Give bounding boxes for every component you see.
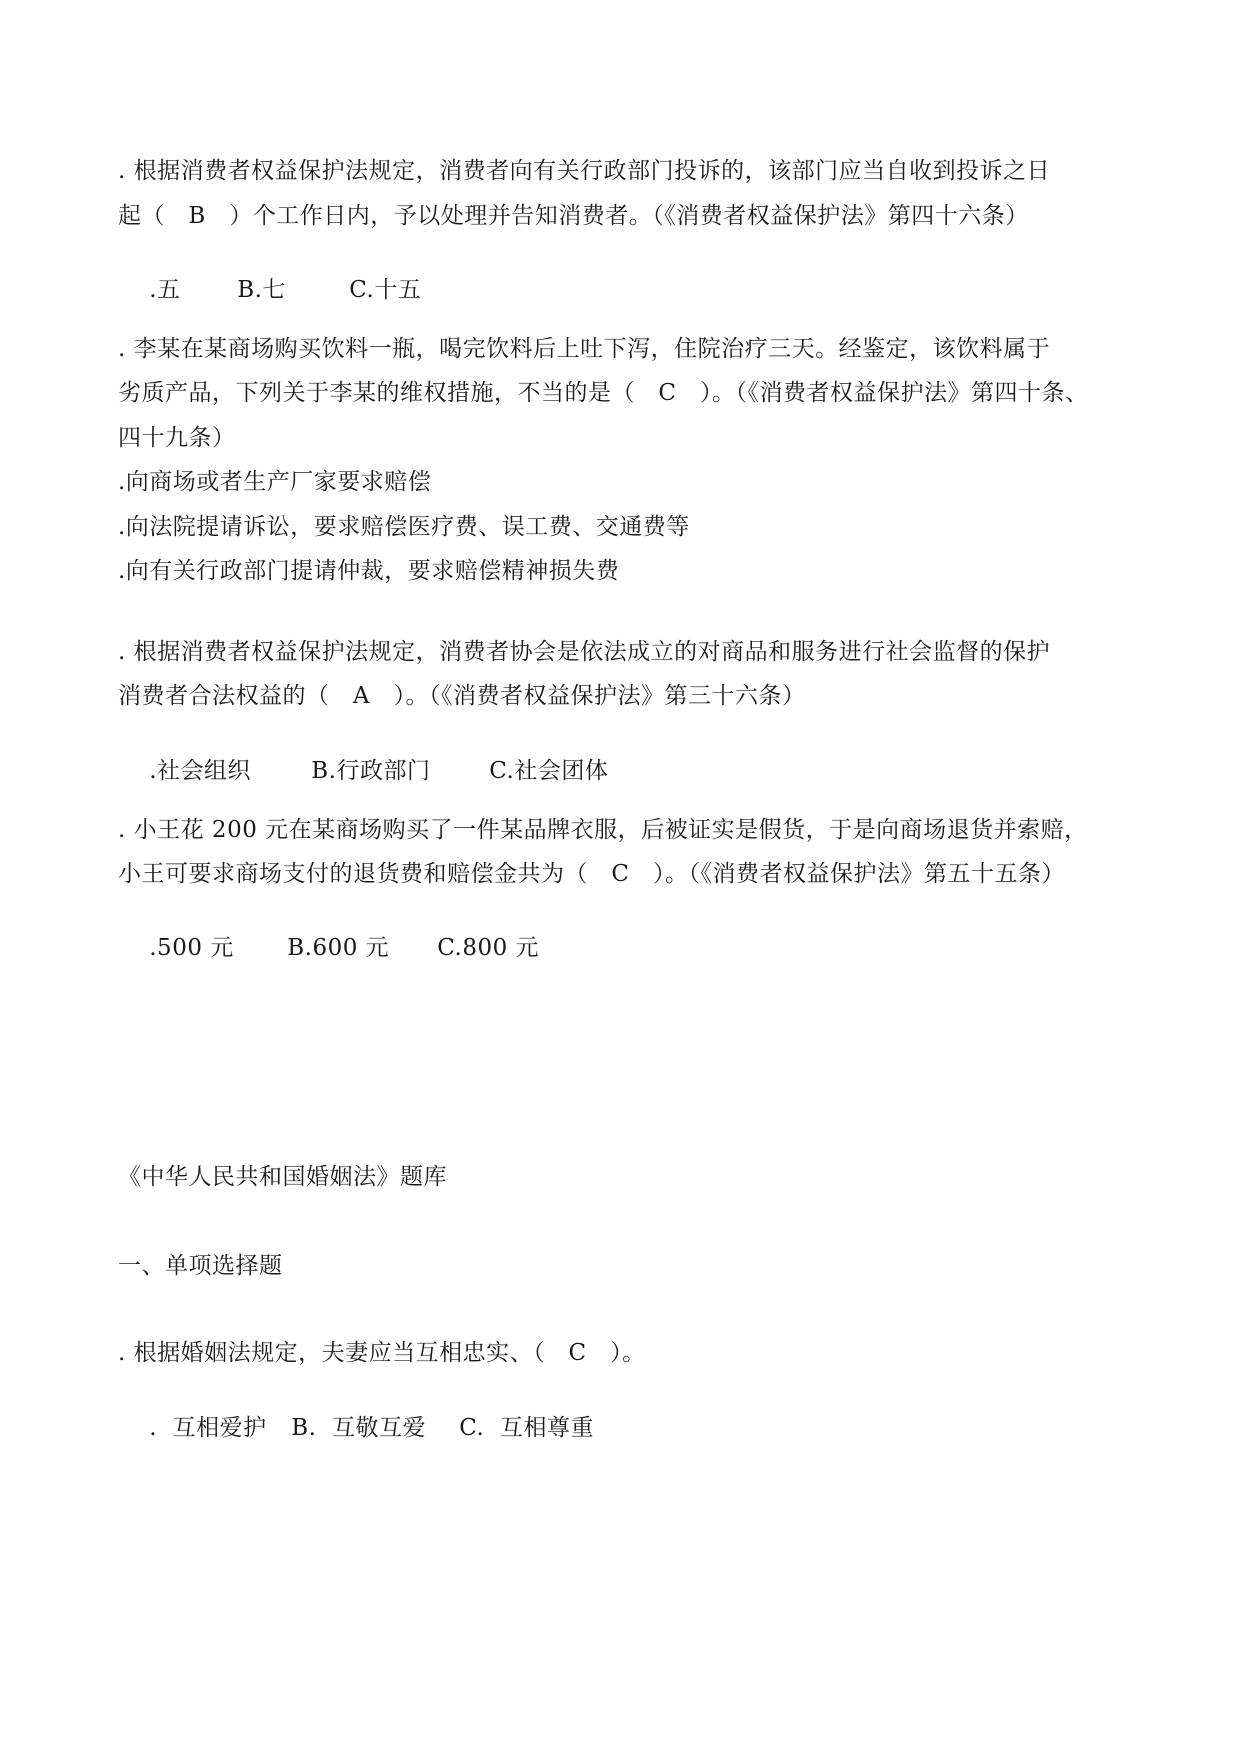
q2-text-line-3: 四十九条）	[118, 425, 236, 451]
q5-option-b: B. 互敬互爱	[291, 1415, 427, 1441]
q5-option-a: . 互相爱护	[149, 1415, 267, 1441]
q5-text-line-1: . 根据婚姻法规定，夫妻应当互相忠实、（ C ）。	[118, 1340, 646, 1366]
q4-option-c: C.800 元	[437, 935, 540, 961]
q2-option-b: .向法院提请诉讼，要求赔偿医疗费、误工费、交通费等	[118, 514, 690, 540]
q1-text-line-2: 起（ B ）个工作日内，予以处理并告知消费者。（《消费者权益保护法》第四十六条）	[118, 203, 1029, 229]
section-heading: 一、单项选择题	[118, 1253, 283, 1279]
q4-options	[118, 903, 539, 993]
q2-text-line-2: 劣质产品，下列关于李某的维权措施，不当的是（ C ）。（《消费者权益保护法》第四十条、	[118, 380, 1089, 406]
q3-option-a: .社会组织	[149, 758, 252, 784]
q5-option-c: C. 互相尊重	[459, 1415, 594, 1441]
q3-text-line-2: 消费者合法权益的（ A ）。（《消费者权益保护法》第三十六条）	[118, 683, 806, 709]
q3-options	[118, 726, 608, 816]
section-title: 《中华人民共和国婚姻法》题库	[118, 1164, 447, 1190]
q4-option-a: .500 元	[149, 935, 234, 961]
q1-option-b: B.七	[237, 277, 286, 303]
q5-options	[118, 1383, 594, 1473]
q3-option-c: C.社会团体	[489, 758, 609, 784]
q1-text-line-1: . 根据消费者权益保护法规定，消费者向有关行政部门投诉的，该部门应当自收到投诉之日	[118, 158, 1051, 184]
q3-text-line-1: . 根据消费者权益保护法规定，消费者协会是依法成立的对商品和服务进行社会监督的保护	[118, 639, 1051, 665]
q1-option-c: C.十五	[349, 277, 422, 303]
q3-option-b: B.行政部门	[311, 758, 431, 784]
q4-option-b: B.600 元	[287, 935, 390, 961]
q4-text-line-1: . 小王花 200 元在某商场购买了一件某品牌衣服，后被证实是假货，于是向商场退货并索赔，	[118, 817, 1088, 843]
q1-options	[118, 245, 421, 335]
q1-option-a: .五	[149, 277, 181, 303]
q2-option-c: .向有关行政部门提请仲裁，要求赔偿精神损失费	[118, 558, 620, 584]
q4-text-line-2: 小王可要求商场支付的退货费和赔偿金共为（ C ）。（《消费者权益保护法》第五十五条）	[118, 861, 1065, 887]
q2-text-line-1: . 李某在某商场购买饮料一瓶，喝完饮料后上吐下泻，住院治疗三天。经鉴定，该饮料属于	[118, 336, 1051, 362]
q2-option-a: .向商场或者生产厂家要求赔偿	[118, 469, 432, 495]
